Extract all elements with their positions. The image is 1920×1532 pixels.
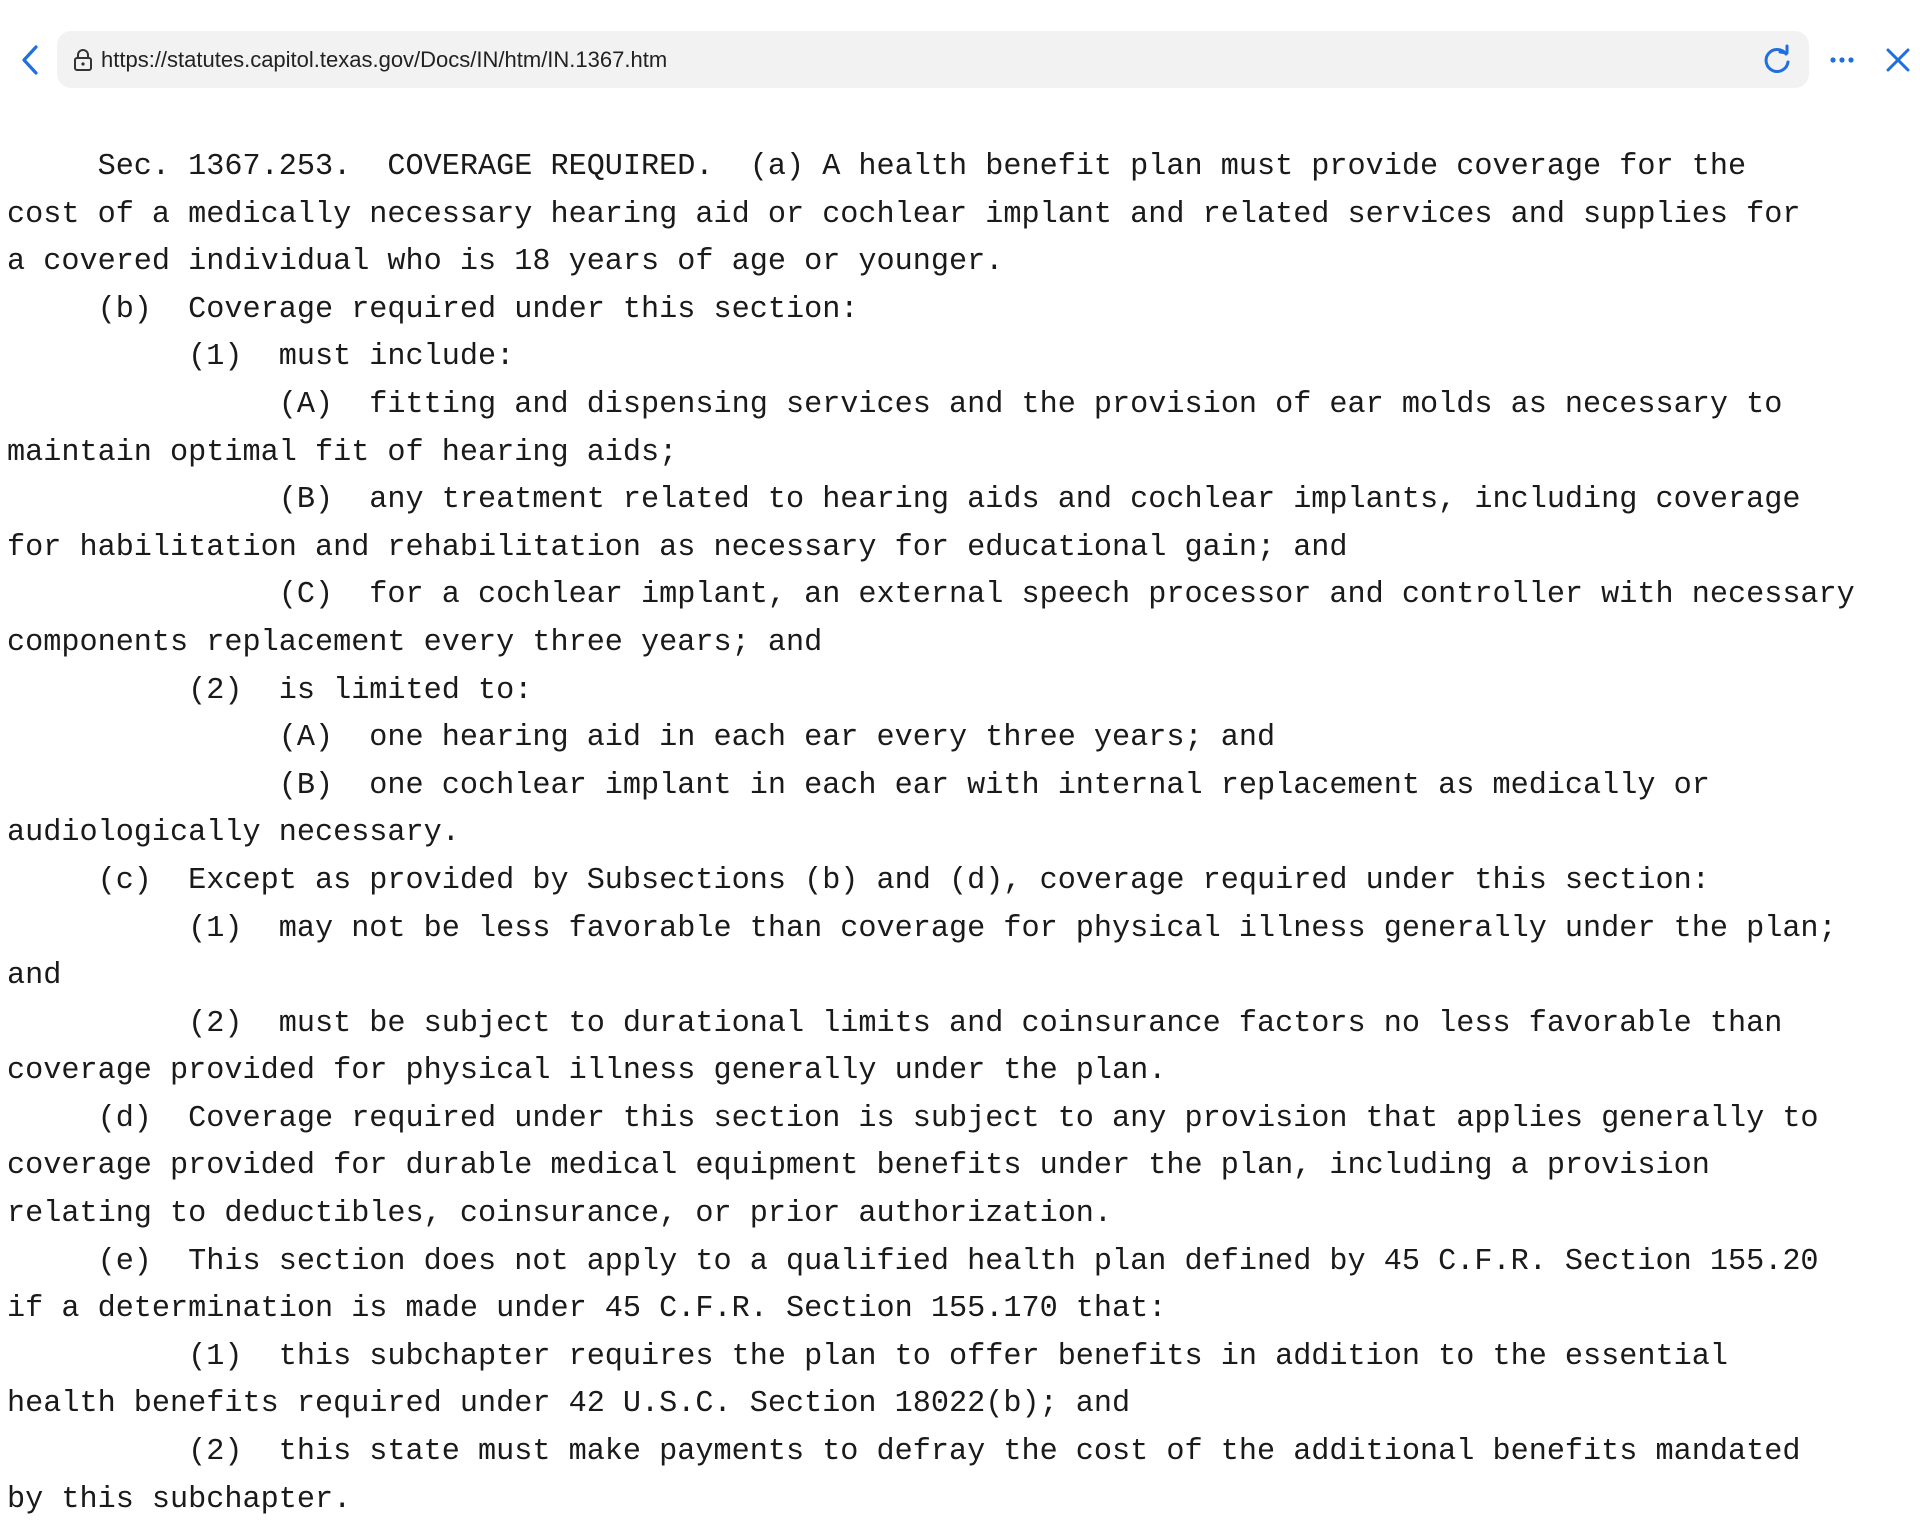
statute-line: health benefits required under 42 U.S.C. Section 18022(b); and [7, 1387, 1131, 1422]
statute-line: (A) fitting and dispensing services and the provision of ear molds as necessary to [7, 387, 1783, 422]
statute-line: maintain optimal fit of hearing aids; [7, 435, 678, 470]
back-button[interactable] [10, 38, 50, 82]
reload-button[interactable] [1759, 42, 1795, 78]
statute-line: (2) is limited to: [7, 673, 533, 708]
statute-line: by this subchapter. [7, 1482, 352, 1517]
statute-line: components replacement every three years; and [7, 625, 823, 660]
statute-line: (c) Except as provided by Subsections (b) and (d), coverage required under this section: [7, 863, 1710, 898]
more-button[interactable] [1822, 42, 1862, 78]
statute-line: coverage provided for physical illness generally under the plan. [7, 1054, 1167, 1089]
statute-line: (B) any treatment related to hearing aids and cochlear implants, including coverage [7, 483, 1801, 518]
statute-line: cost of a medically necessary hearing aid or cochlear implant and related services and supplies for [7, 197, 1801, 232]
reload-icon [1759, 42, 1795, 78]
close-button[interactable] [1880, 42, 1916, 78]
statute-line: a covered individual who is 18 years of age or younger. [7, 245, 1004, 280]
statute-line: for habilitation and rehabilitation as necessary for educational gain; and [7, 530, 1348, 565]
statute-line: (2) this state must make payments to defray the cost of the additional benefits mandated [7, 1435, 1801, 1470]
statute-line: audiologically necessary. [7, 816, 460, 851]
statute-line: (C) for a cochlear implant, an external speech processor and controller with necessary [7, 578, 1855, 613]
statute-line: (B) one cochlear implant in each ear with internal replacement as medically or [7, 768, 1710, 803]
statute-line: (1) must include: [7, 340, 515, 375]
browser-toolbar [0, 0, 1920, 118]
statute-line: (d) Coverage required under this section is subject to any provision that applies generally to [7, 1101, 1819, 1136]
lock-icon [73, 48, 93, 72]
statute-line: (1) this subchapter requires the plan to offer benefits in addition to the essential [7, 1339, 1728, 1374]
statute-line: (2) must be subject to durational limits and coinsurance factors no less favorable than [7, 1006, 1783, 1041]
statute-line: and [7, 959, 62, 994]
statute-text [7, 144, 1917, 1524]
statute-line: Sec. 1367.253. COVERAGE REQUIRED. (a) A health benefit plan must provide coverage for the [7, 150, 1747, 184]
url-text[interactable]: https://statutes.capitol.texas.gov/Docs/IN/htm/IN.1367.htm [101, 47, 668, 72]
statute-line: (e) This section does not apply to a qualified health plan defined by 45 C.F.R. Section 155.20 [7, 1244, 1819, 1279]
more-icon [1822, 42, 1862, 78]
statute-line: relating to deductibles, coinsurance, or prior authorization. [7, 1197, 1113, 1232]
close-icon [1880, 42, 1916, 78]
statute-line: (A) one hearing aid in each ear every three years; and [7, 721, 1276, 756]
statute-line: if a determination is made under 45 C.F.R. Section 155.170 that: [7, 1292, 1167, 1327]
statute-line: (1) may not be less favorable than coverage for physical illness generally under the plan; [7, 911, 1837, 946]
statute-line: (b) Coverage required under this section: [7, 292, 859, 327]
statute-line: coverage provided for durable medical equipment benefits under the plan, including a provision [7, 1149, 1710, 1184]
chevron-left-icon [19, 43, 41, 77]
address-bar[interactable] [57, 31, 1809, 88]
